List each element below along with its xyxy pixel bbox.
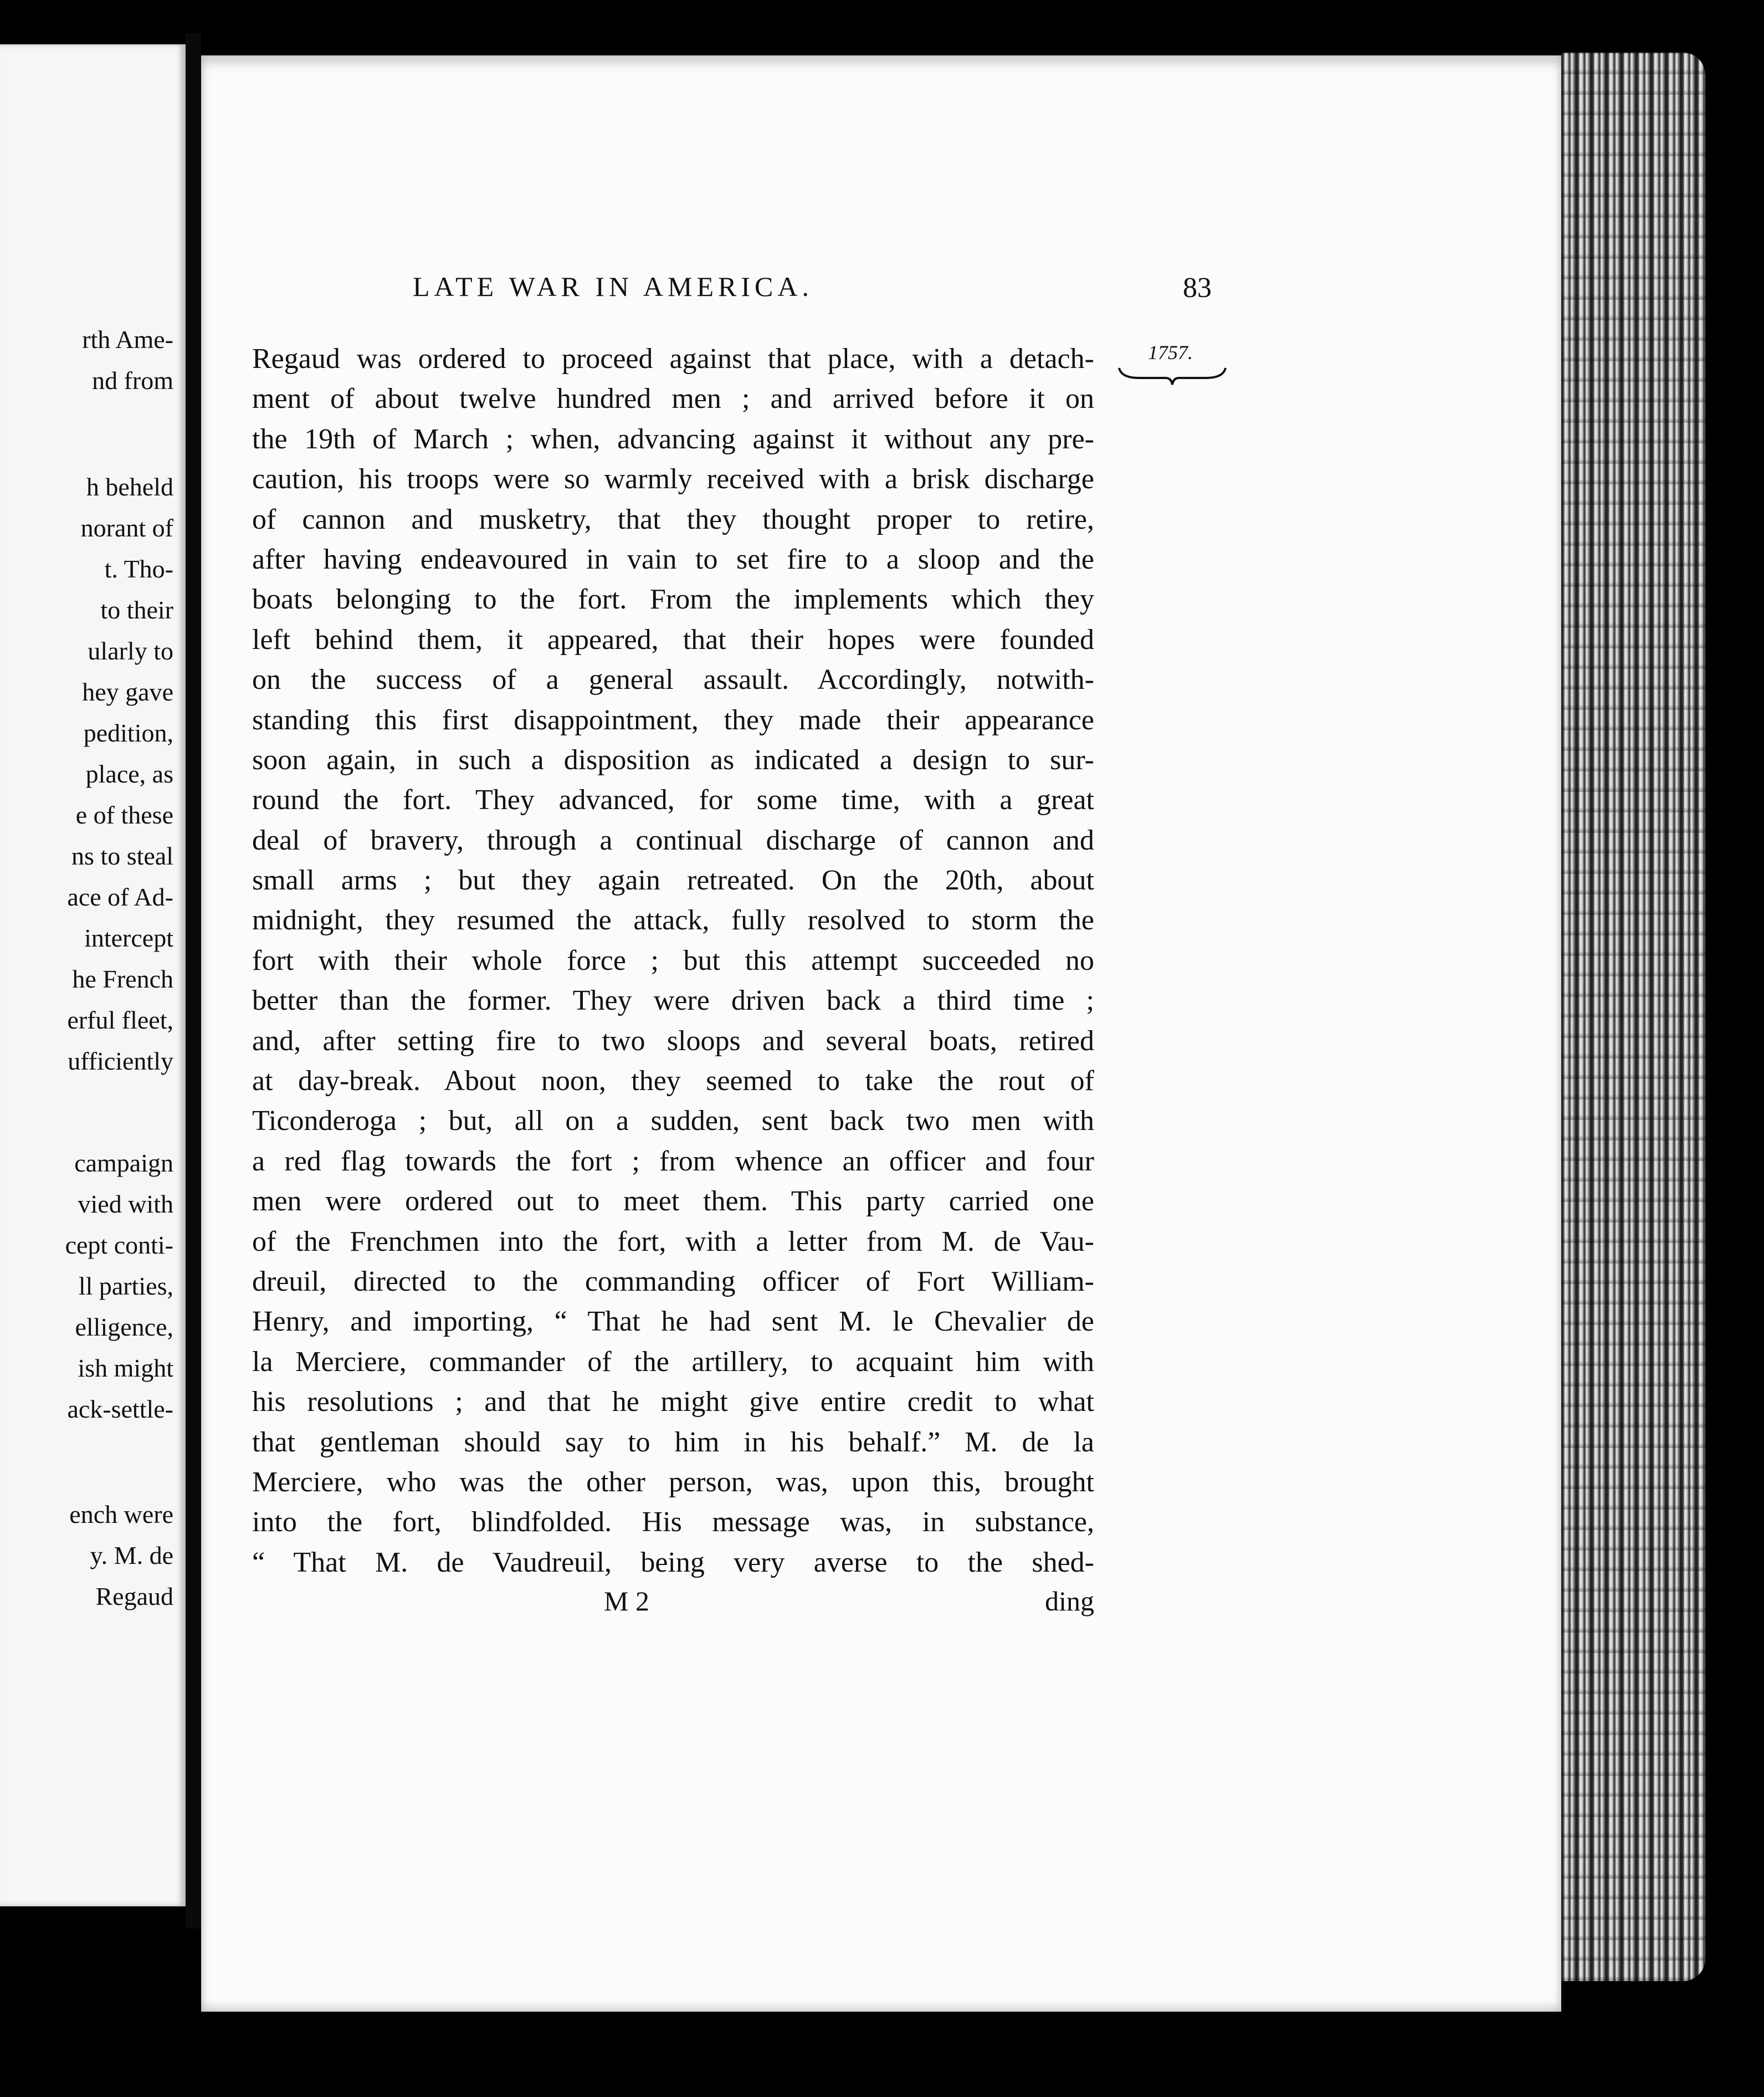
left-text-fragment: place, as — [85, 760, 173, 788]
text-line: midnight, they resumed the attack, fully resolved to storm the — [252, 904, 1094, 937]
left-text-fragment: ace of Ad- — [67, 883, 173, 911]
text-line: of the Frenchmen into the fort, with a letter from M. de Vau- — [252, 1225, 1094, 1257]
left-text-fragment: rth Ame- — [82, 325, 173, 354]
left-text-fragment: ench were — [69, 1500, 173, 1528]
text-line: small arms ; but they again retreated. On the 20th, about — [252, 865, 1094, 897]
text-line: caution, his troops were so warmly received with a brisk discharge — [252, 463, 1094, 495]
left-text-fragment: he French — [72, 965, 173, 993]
text-line: at day-break. About noon, they seemed to take the rout of — [252, 1065, 1094, 1097]
left-text-fragment: ll parties, — [78, 1272, 173, 1300]
text-line: deal of bravery, through a continual discharge of cannon and — [252, 824, 1094, 856]
text-line: his resolutions ; and that he might give entire credit to what — [252, 1386, 1094, 1418]
margin-brace-icon — [1117, 365, 1228, 387]
text-line: la Merciere, commander of the artillery, to acquaint him with — [252, 1346, 1094, 1378]
left-text-fragment: ish might — [78, 1354, 173, 1382]
left-text-fragment: ufficiently — [68, 1047, 173, 1075]
text-line: Regaud was ordered to proceed against that place, with a detach- — [252, 343, 1094, 375]
text-line: Henry, and importing, “ That he had sent M. le Chevalier de — [252, 1306, 1094, 1338]
text-line: and, after setting fire to two sloops and several boats, retired — [252, 1025, 1094, 1057]
left-text-fragment: Regaud — [95, 1582, 173, 1610]
left-text-fragment: t. Tho- — [104, 555, 173, 583]
left-text-fragment: elligence, — [75, 1313, 173, 1341]
text-line: after having endeavoured in vain to set fire to a sloop and the — [252, 543, 1094, 575]
left-text-fragment: norant of — [80, 514, 173, 542]
left-text-fragment: campaign — [74, 1149, 173, 1177]
left-text-fragment: intercept — [84, 924, 173, 952]
running-head: LATE WAR IN AMERICA. — [413, 271, 813, 302]
text-line: into the fort, blindfolded. His message was, in substance, — [252, 1506, 1094, 1538]
left-text-fragment: e of these — [75, 801, 173, 829]
text-line: that gentleman should say to him in his behalf.” M. de la — [252, 1426, 1094, 1458]
text-line: Ticonderoga ; but, all on a sudden, sent back two men with — [252, 1105, 1094, 1137]
text-line: round the fort. They advanced, for some time, with a great — [252, 784, 1094, 816]
left-text-fragment: cept conti- — [65, 1231, 173, 1259]
text-line: standing this first disappointment, they made their appearance — [252, 704, 1094, 736]
left-text-fragment: h beheld — [86, 473, 173, 501]
left-text-fragment: vied with — [78, 1190, 173, 1218]
text-line: the 19th of March ; when, advancing against it without any pre- — [252, 423, 1094, 455]
text-line: men were ordered out to meet them. This party carried one — [252, 1185, 1094, 1218]
left-text-fragment: to their — [100, 596, 173, 624]
page-number: 83 — [1183, 272, 1212, 304]
text-line: on the success of a general assault. Accordingly, notwith- — [252, 664, 1094, 696]
left-text-fragment: hey gave — [82, 678, 173, 706]
left-text-fragment: ack-settle- — [67, 1395, 173, 1423]
page-edges — [1561, 53, 1705, 1981]
text-line: left behind them, it appeared, that their hopes were founded — [252, 623, 1094, 656]
text-line: “ That M. de Vaudreuil, being very averse to the shed- — [252, 1546, 1094, 1578]
text-line: ment of about twelve hundred men ; and arrived before it on — [252, 383, 1094, 415]
left-text-fragment: erful fleet, — [67, 1006, 173, 1034]
text-line: Merciere, who was the other person, was, upon this, brought — [252, 1466, 1094, 1498]
text-line: fort with their whole force ; but this attempt succeeded no — [252, 944, 1094, 976]
left-text-fragment: pedition, — [83, 719, 173, 747]
catchword: ding — [1045, 1585, 1094, 1617]
margin-year-note: 1757. — [1148, 341, 1193, 364]
text-line: dreuil, directed to the commanding officer of Fort William- — [252, 1265, 1094, 1297]
book-gutter — [186, 33, 201, 1929]
left-text-fragment: y. M. de — [90, 1541, 173, 1569]
text-line: soon again, in such a disposition as indicated a design to sur- — [252, 744, 1094, 776]
signature-mark: M 2 — [604, 1585, 649, 1617]
left-text-fragment: ns to steal — [71, 842, 173, 870]
text-line: boats belonging to the fort. From the implements which they — [252, 584, 1094, 616]
text-line: a red flag towards the fort ; from whence an officer and four — [252, 1145, 1094, 1177]
catchline — [252, 1582, 1094, 1620]
left-text-fragment: ularly to — [88, 637, 173, 665]
left-page — [0, 44, 186, 1906]
body-text — [252, 339, 1094, 1583]
text-line: better than the former. They were driven back a third time ; — [252, 985, 1094, 1017]
left-text-fragment: nd from — [92, 366, 173, 395]
text-line: of cannon and musketry, that they thought proper to retire, — [252, 503, 1094, 535]
